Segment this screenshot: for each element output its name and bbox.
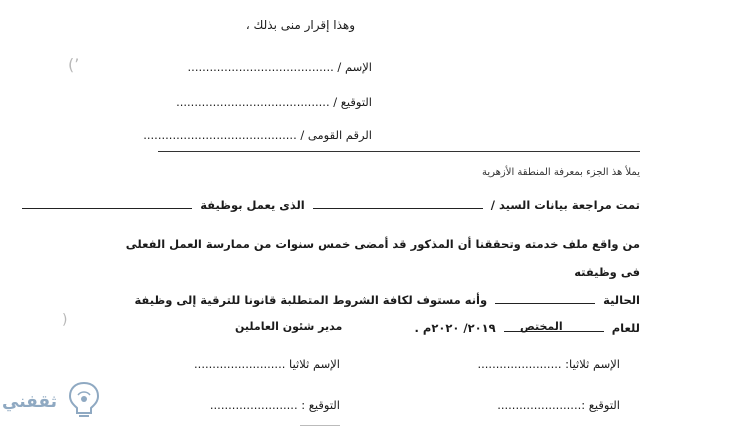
paragraph-line-1: من واقع ملف خدمته وتحققنا أن المذكور قد أمضى خمس سنوات من ممارسة العمل الفعلى فى وظيفته <box>125 237 640 279</box>
signature-dots: .......................................... <box>176 95 330 109</box>
review-prefix: تمت مراجعة بيانات السيد / <box>490 198 640 212</box>
paragraph-line-2 <box>110 286 640 314</box>
scan-mark: (’ <box>68 55 80 74</box>
current-job-blank <box>495 295 595 304</box>
watermark-logo-text: ثقفني <box>2 392 57 412</box>
national-id-label: الرقم القومى / <box>300 128 372 142</box>
current-label: الحالية <box>603 293 640 307</box>
lightbulb-logo-icon <box>66 380 102 420</box>
section-note: يملأ هذ الجزء بمعرفة المنطقة الأزهرية <box>482 167 640 178</box>
conditions-text: وأنه مستوف لكافة الشروط المتطلبة قانونا للترقية إلى وظيفة <box>134 293 488 307</box>
name-field <box>188 60 372 74</box>
hr-manager-title: مدير شئون العاملين <box>235 320 343 333</box>
job-title-blank <box>22 200 192 209</box>
cropped-bottom-line <box>300 425 340 436</box>
academic-year: ٢٠١٩/ ٢٠٢٠م . <box>414 321 496 335</box>
specialist-title: المختص <box>520 320 563 333</box>
signature-label: التوقيع / <box>333 95 372 109</box>
specialist-signature-field: التوقيع :....................... <box>497 398 620 412</box>
national-id-dots: .......................................... <box>143 128 297 142</box>
name-dots: ........................................ <box>187 60 334 74</box>
specialist-name-field: الإسم ثلاثيا: ....................... <box>477 357 620 371</box>
declaration-statement: وهذا إقرار منى بذلك ، <box>245 18 355 32</box>
review-middle: الذى يعمل بوظيفة <box>200 198 305 212</box>
employee-name-blank <box>313 200 483 209</box>
manager-name-field: الإسم ثلاثيا ......................... <box>194 357 340 371</box>
section-divider <box>158 151 640 152</box>
signature-field <box>176 95 372 109</box>
manager-signature-field: التوقيع : ........................ <box>209 398 340 412</box>
name-label: الإسم / <box>337 60 372 74</box>
year-label: للعام <box>611 321 640 335</box>
scan-mark: ) <box>62 312 68 328</box>
review-line <box>18 198 640 212</box>
cropped-top-line <box>170 0 640 4</box>
national-id-field <box>143 128 372 142</box>
